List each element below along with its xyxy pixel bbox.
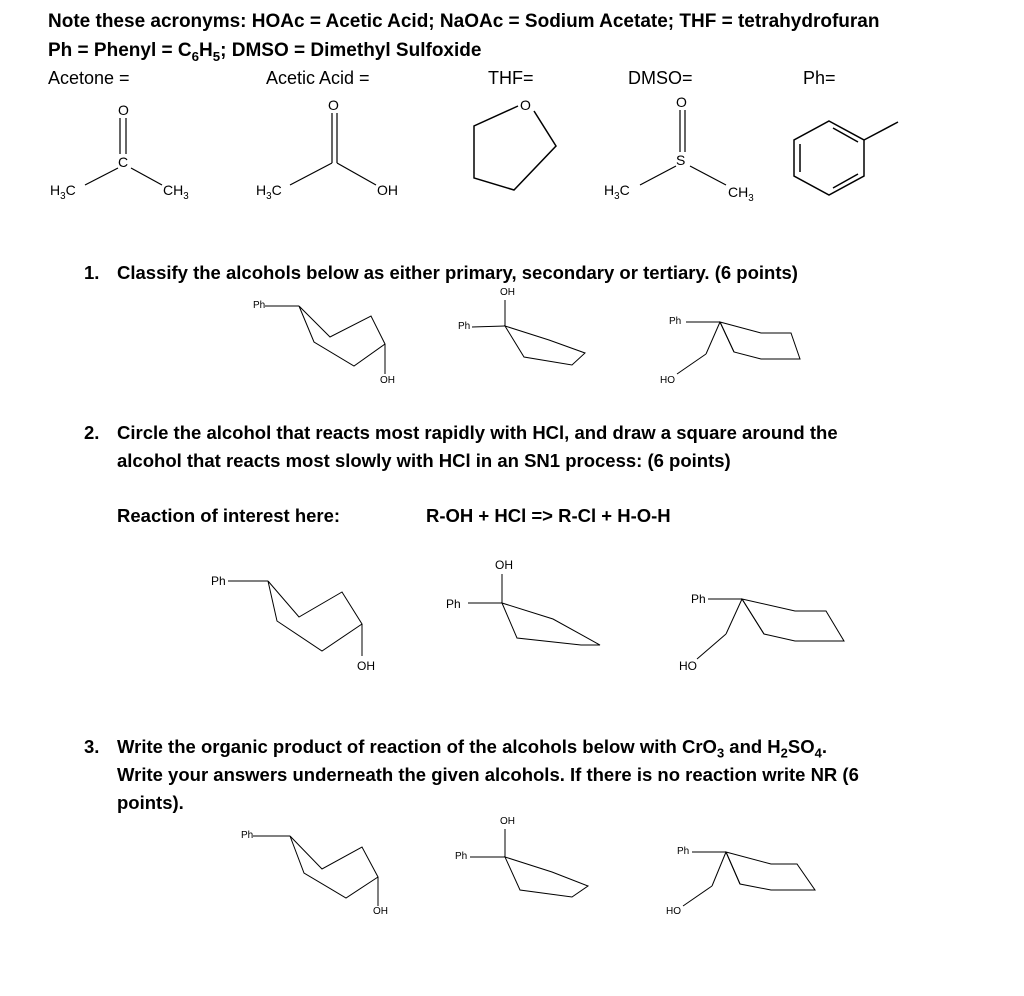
- q2-molecule-3: [697, 599, 844, 659]
- q3-mol3-ho: HO: [666, 906, 681, 917]
- q1-mol1-ph: Ph: [253, 300, 266, 311]
- q2-molecule-2: [468, 574, 600, 645]
- q2-mol1-oh: OH: [357, 659, 375, 673]
- q3-molecule-1: [253, 836, 378, 906]
- dmso-oxygen: O: [676, 94, 687, 110]
- acetone-label: Acetone =: [48, 68, 130, 88]
- reaction-equation: R-OH + HCl => R-Cl + H-O-H: [426, 505, 671, 526]
- q2-mol2-oh: OH: [495, 558, 513, 572]
- q2-mol3-ph: Ph: [691, 592, 706, 606]
- q1-molecule-3: [677, 322, 800, 374]
- q1-mol3-ph: Ph: [669, 316, 682, 327]
- question-3-number: 3.: [84, 736, 100, 757]
- phenyl-structure: [794, 121, 898, 195]
- acetic-acid-methyl: $H_3C$: [256, 182, 282, 202]
- acetone-oxygen: O: [118, 102, 129, 118]
- acetone-methyl-right: $CH_3$: [163, 182, 189, 202]
- thf-structure: [474, 106, 556, 190]
- question-3-line-2: Write your answers underneath the given alcohols. If there is no reaction write NR (6: [117, 764, 859, 785]
- q2-mol3-ho: HO: [679, 659, 697, 673]
- dmso-methyl-left: $H_3C$: [604, 182, 630, 202]
- q3-molecule-2: [470, 829, 588, 897]
- q3-mol3-ph: Ph: [677, 846, 690, 857]
- thf-oxygen: O: [520, 97, 531, 113]
- question-3-line-1: Write the organic product of reaction of the alcohols below with CrO$_3$ and $H_2SO_4$.: [117, 736, 827, 761]
- q1-mol2-ph: Ph: [458, 321, 471, 332]
- q2-molecule-1: [228, 581, 362, 656]
- acetic-acid-oxygen: O: [328, 97, 339, 113]
- question-2-number: 2.: [84, 422, 100, 443]
- q3-molecule-3: [683, 852, 815, 906]
- question-3-line-3: points).: [117, 792, 184, 813]
- question-1-text: Classify the alcohols below as either primary, secondary or tertiary. (6 points): [117, 262, 798, 283]
- thf-label: THF=: [488, 68, 534, 88]
- q1-molecule-1: [265, 306, 385, 374]
- q2-mol2-ph: Ph: [446, 597, 461, 611]
- q3-mol2-ph: Ph: [455, 851, 468, 862]
- acetic-acid-label: Acetic Acid =: [266, 68, 370, 88]
- question-1-number: 1.: [84, 262, 100, 283]
- acronyms-line-1: Note these acronyms: HOAc = Acetic Acid; NaOAc = Sodium Acetate; THF = tetrahydrofuran: [48, 11, 880, 32]
- q1-mol3-ho: HO: [660, 375, 675, 386]
- q2-mol1-ph: Ph: [211, 574, 226, 588]
- ph-label: Ph=: [803, 68, 836, 88]
- q1-molecule-2: [472, 300, 585, 365]
- acetone-carbon: C: [118, 154, 129, 170]
- acetic-acid-structure: [290, 113, 376, 185]
- q1-mol2-oh: OH: [500, 287, 515, 298]
- acronyms-line-2: Ph = Phenyl = $C_6H_5$; DMSO = Dimethyl Sulfoxide: [48, 40, 482, 64]
- dmso-label: DMSO=: [628, 68, 693, 88]
- acetic-acid-hydroxyl: OH: [377, 182, 398, 198]
- question-2-line-1: Circle the alcohol that reacts most rapidly with HCl, and draw a square around the: [117, 422, 838, 443]
- question-2-line-2: alcohol that reacts most slowly with HCl in an SN1 process: (6 points): [117, 450, 731, 471]
- q3-mol2-oh: OH: [500, 816, 515, 827]
- acetone-methyl-left: $H_3C$: [50, 182, 76, 202]
- acetone-structure: [85, 118, 162, 185]
- q1-mol1-oh: OH: [380, 375, 395, 386]
- reaction-label: Reaction of interest here:: [117, 505, 341, 526]
- q3-mol1-ph: Ph: [241, 830, 254, 841]
- dmso-methyl-right: $CH_3$: [728, 184, 754, 204]
- dmso-sulfur: S: [676, 152, 686, 168]
- q3-mol1-oh: OH: [373, 906, 388, 917]
- dmso-structure: [640, 110, 726, 185]
